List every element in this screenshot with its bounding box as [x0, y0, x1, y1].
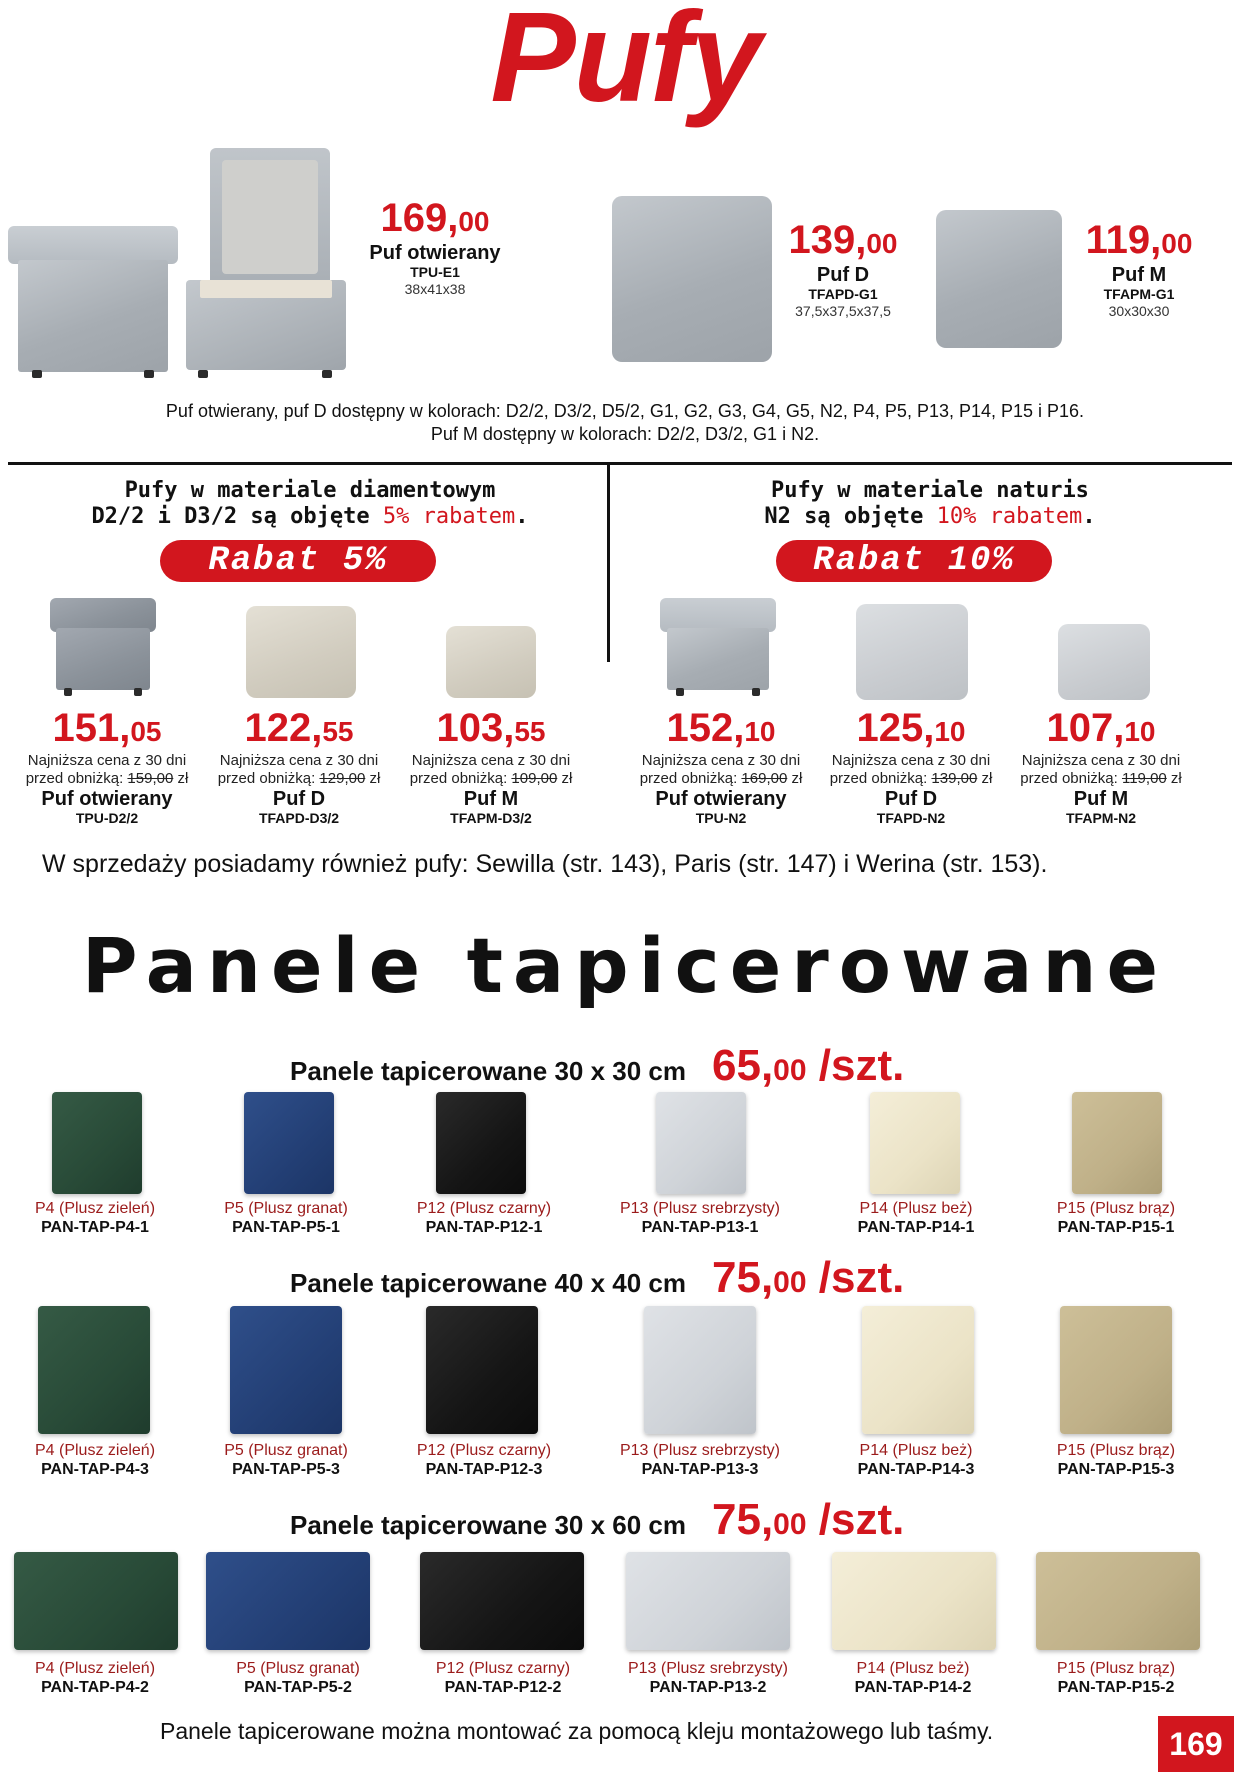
panel-item: [0, 1442, 190, 1479]
panel-code: PAN-TAP-P5-1: [232, 1219, 340, 1236]
panel-color-name: P13 (Plusz srebrzysty): [619, 1442, 781, 1459]
panel-swatch-p12: [420, 1552, 584, 1650]
panel-group-title: Panele tapicerowane 40 x 40 cm: [290, 1268, 686, 1298]
lowest-price-label: Najniższa cena z 30 dni: [27, 752, 187, 769]
panel-item: [389, 1442, 579, 1479]
discount-item: [1006, 708, 1196, 827]
panel-color-name: P15 (Plusz brąz): [1056, 1442, 1176, 1459]
product-puf-m: [1064, 220, 1214, 320]
panel-code: PAN-TAP-P13-3: [641, 1461, 759, 1478]
puf-otwierany-closed-image: [8, 226, 178, 378]
price: 107,10: [1046, 706, 1156, 750]
panel-swatch-p14: [832, 1552, 996, 1650]
panel-group-price: 75,00 /szt.: [712, 1495, 905, 1544]
panel-swatch-p13: [644, 1306, 756, 1434]
panel-item: [0, 1660, 190, 1697]
discount-item: [396, 708, 586, 827]
panel-color-name: P14 (Plusz beż): [856, 1660, 970, 1677]
product-code: TPU-D2/2: [75, 810, 139, 826]
price: 169,00: [380, 196, 490, 240]
panel-item: [1021, 1660, 1211, 1697]
panel-swatch-p4: [52, 1092, 142, 1194]
panel-color-name: P14 (Plusz beż): [859, 1200, 973, 1217]
panel-group-price: 75,00 /szt.: [712, 1253, 905, 1302]
panel-color-name: P4 (Plusz zieleń): [34, 1442, 156, 1459]
small-puf-m-n2-image: [1058, 624, 1150, 700]
panel-swatch-p5: [206, 1552, 370, 1650]
small-puf-otwierany-n2-image: [660, 598, 776, 696]
panel-color-name: P5 (Plusz granat): [224, 1200, 348, 1217]
panel-code: PAN-TAP-P15-1: [1057, 1219, 1175, 1236]
previous-price-label: przed obniżką: 119,00 zł: [1020, 770, 1182, 787]
panel-swatch-p14: [862, 1306, 974, 1434]
rabat-5-badge: Rabat 5%: [160, 540, 436, 582]
panel-item: [1021, 1200, 1211, 1237]
colors-note-line-2: Puf M dostępny w kolorach: D2/2, D3/2, G1 i N2.: [430, 424, 820, 444]
panel-item: [605, 1442, 795, 1479]
panel-swatch-p12: [426, 1306, 538, 1434]
panel-code: PAN-TAP-P14-2: [854, 1679, 972, 1696]
panel-group-heading: [290, 1253, 905, 1302]
panel-item: [821, 1200, 1011, 1237]
previous-price-label: przed obniżką: 139,00 zł: [829, 770, 993, 787]
product-name: Puf otwierany: [41, 788, 173, 810]
panel-swatch-p4: [14, 1552, 178, 1650]
small-puf-d-n2-image: [856, 604, 968, 700]
product-code: TFAPM-D3/2: [450, 810, 532, 826]
product-name: Puf D: [884, 788, 938, 810]
also-sold-note: W sprzedaży posiadamy również pufy: Sewilla (str. 143), Paris (str. 147) i Werina (str. 153).: [42, 850, 1048, 878]
product-name: Puf D: [816, 264, 870, 286]
panel-item: [203, 1660, 393, 1697]
panel-swatch-p14: [870, 1092, 960, 1194]
previous-price-label: przed obniżką: 129,00 zł: [217, 770, 381, 787]
price: 152,10: [666, 706, 776, 750]
panel-code: PAN-TAP-P4-2: [41, 1679, 149, 1696]
panel-item: [605, 1200, 795, 1237]
panel-color-name: P15 (Plusz brąz): [1056, 1660, 1176, 1677]
puf-d-image: [612, 196, 772, 362]
price: 119,00: [1085, 218, 1193, 262]
product-dims: 38x41x38: [404, 281, 466, 297]
panel-code: PAN-TAP-P12-1: [425, 1219, 543, 1236]
panel-item: [0, 1200, 190, 1237]
product-puf-d: [760, 220, 926, 320]
price: 139,00: [788, 218, 898, 262]
product-code: TFAPD-D3/2: [258, 810, 340, 826]
mounting-note: Panele tapicerowane można montować za pomocą kleju montażowego lub taśmy.: [160, 1718, 994, 1744]
panel-color-name: P5 (Plusz granat): [236, 1660, 360, 1677]
product-code: TPU-E1: [410, 264, 460, 280]
price: 151,05: [52, 706, 162, 750]
lowest-price-label: Najniższa cena z 30 dni: [411, 752, 571, 769]
panel-group-title: Panele tapicerowane 30 x 30 cm: [290, 1056, 686, 1086]
product-puf-otwierany: [350, 198, 520, 298]
product-code: TFAPD-G1: [808, 286, 878, 302]
right-heading-line-2: N2 są objęte 10% rabatem.: [764, 504, 1096, 529]
product-code: TFAPM-N2: [1066, 810, 1136, 826]
left-discount-heading: [20, 478, 600, 530]
product-name: Puf M: [463, 788, 519, 810]
panel-swatch-p12: [436, 1092, 526, 1194]
panel-code: PAN-TAP-P4-1: [41, 1219, 149, 1236]
product-name: Puf otwierany: [369, 242, 501, 264]
page-number: 169: [1158, 1716, 1234, 1772]
small-puf-otwierany-d2-image: [50, 598, 156, 696]
panel-item: [191, 1200, 381, 1237]
puf-m-image: [936, 210, 1062, 348]
panel-swatch-p5: [244, 1092, 334, 1194]
section-divider-horizontal: [8, 462, 1232, 465]
panel-group-title: Panele tapicerowane 30 x 60 cm: [290, 1510, 686, 1540]
panel-code: PAN-TAP-P12-3: [425, 1461, 543, 1478]
price: 122,55: [244, 706, 354, 750]
product-code: TFAPM-G1: [1103, 286, 1175, 302]
panel-color-name: P12 (Plusz czarny): [435, 1660, 571, 1677]
panel-item: [613, 1660, 803, 1697]
section-divider-vertical: [607, 462, 610, 662]
panel-item: [1021, 1442, 1211, 1479]
discount-item: [816, 708, 1006, 827]
product-dims: 37,5x37,5x37,5: [795, 303, 891, 319]
discount-item: [12, 708, 202, 827]
panel-item: [408, 1660, 598, 1697]
price: 125,10: [856, 706, 966, 750]
panel-color-name: P12 (Plusz czarny): [416, 1200, 552, 1217]
panel-code: PAN-TAP-P5-3: [232, 1461, 340, 1478]
panel-group-price: 65,00 /szt.: [712, 1041, 905, 1090]
panel-code: PAN-TAP-P13-2: [649, 1679, 767, 1696]
panel-swatch-p13: [626, 1552, 790, 1650]
panel-swatch-p15: [1036, 1552, 1200, 1650]
right-heading-line-1: Pufy w materiale naturis: [771, 478, 1089, 503]
rabat-10-badge: Rabat 10%: [776, 540, 1052, 582]
product-name: Puf M: [1111, 264, 1167, 286]
panel-swatch-p13: [656, 1092, 746, 1194]
panel-color-name: P4 (Plusz zieleń): [34, 1660, 156, 1677]
panel-swatch-p15: [1060, 1306, 1172, 1434]
colors-note-line-1: Puf otwierany, puf D dostępny w kolorach: D2/2, D3/2, D5/2, G1, G2, G3, G4, G5, N2, P4, P5, P13, P14, P15 i P16.: [165, 401, 1085, 421]
lowest-price-label: Najniższa cena z 30 dni: [641, 752, 801, 769]
panel-group-heading: [290, 1041, 905, 1090]
panel-swatch-p4: [38, 1306, 150, 1434]
panel-group-heading: [290, 1495, 905, 1544]
small-puf-d-d3-image: [246, 606, 356, 698]
panel-swatch-p15: [1072, 1092, 1162, 1194]
panel-color-name: P15 (Plusz brąz): [1056, 1200, 1176, 1217]
previous-price-label: przed obniżką: 159,00 zł: [25, 770, 189, 787]
panel-item: [191, 1442, 381, 1479]
panel-color-name: P12 (Plusz czarny): [416, 1442, 552, 1459]
panel-code: PAN-TAP-P12-2: [444, 1679, 562, 1696]
price: 103,55: [436, 706, 546, 750]
panel-code: PAN-TAP-P14-1: [857, 1219, 975, 1236]
previous-price-label: przed obniżką: 109,00 zł: [409, 770, 573, 787]
panel-code: PAN-TAP-P13-1: [641, 1219, 759, 1236]
panel-color-name: P5 (Plusz granat): [224, 1442, 348, 1459]
panel-item: [389, 1200, 579, 1237]
panel-color-name: P4 (Plusz zieleń): [34, 1200, 156, 1217]
panel-code: PAN-TAP-P15-3: [1057, 1461, 1175, 1478]
panel-item: [821, 1442, 1011, 1479]
discount-item: [204, 708, 394, 827]
product-code: TFAPD-N2: [876, 810, 946, 826]
panel-item: [818, 1660, 1008, 1697]
panel-color-name: P14 (Plusz beż): [859, 1442, 973, 1459]
panel-code: PAN-TAP-P15-2: [1057, 1679, 1175, 1696]
product-name: Puf M: [1073, 788, 1129, 810]
page-title: Pufy: [490, 0, 760, 129]
colors-note: [0, 400, 1250, 446]
lowest-price-label: Najniższa cena z 30 dni: [219, 752, 379, 769]
product-dims: 30x30x30: [1108, 303, 1170, 319]
panel-code: PAN-TAP-P5-2: [244, 1679, 352, 1696]
puf-otwierany-open-image: [186, 148, 346, 378]
panel-code: PAN-TAP-P14-3: [857, 1461, 975, 1478]
product-code: TPU-N2: [695, 810, 747, 826]
left-heading-line-2: D2/2 i D3/2 są objęte 5% rabatem.: [91, 504, 529, 529]
product-name: Puf D: [272, 788, 326, 810]
panel-swatch-p5: [230, 1306, 342, 1434]
lowest-price-label: Najniższa cena z 30 dni: [831, 752, 991, 769]
panels-title: Panele tapicerowane: [81, 921, 1169, 1010]
previous-price-label: przed obniżką: 169,00 zł: [639, 770, 803, 787]
lowest-price-label: Najniższa cena z 30 dni: [1021, 752, 1181, 769]
product-name: Puf otwierany: [655, 788, 787, 810]
left-heading-line-1: Pufy w materiale diamentowym: [124, 478, 496, 503]
right-discount-heading: [640, 478, 1220, 530]
panel-code: PAN-TAP-P4-3: [41, 1461, 149, 1478]
small-puf-m-d3-image: [446, 626, 536, 698]
panel-color-name: P13 (Plusz srebrzysty): [627, 1660, 789, 1677]
panel-color-name: P13 (Plusz srebrzysty): [619, 1200, 781, 1217]
discount-item: [626, 708, 816, 827]
